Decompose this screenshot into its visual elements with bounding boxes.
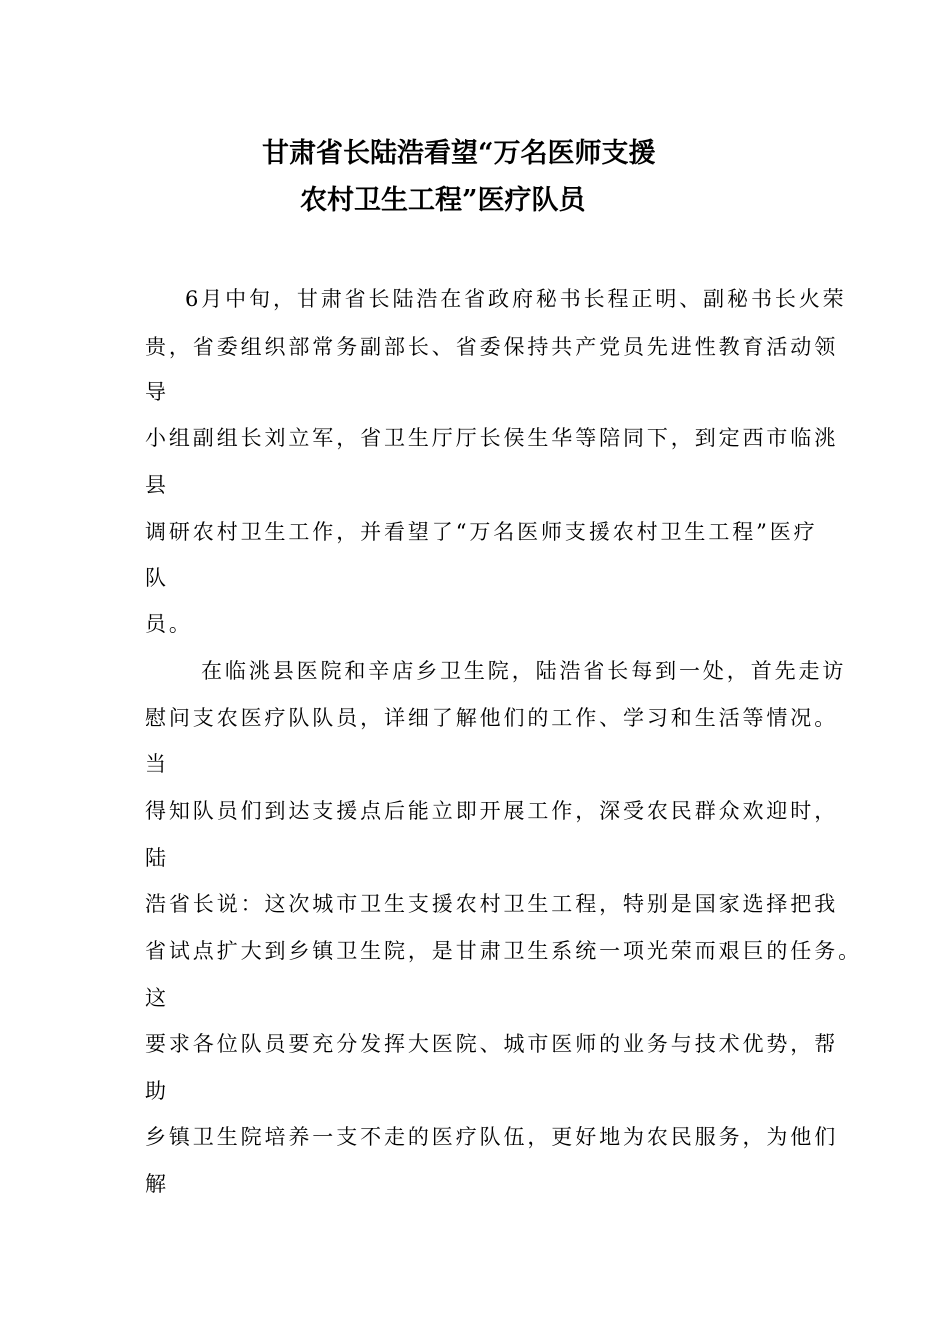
body-line: 队 (145, 566, 169, 590)
body-line: 员。 (145, 612, 193, 636)
body-line: 陆 (145, 846, 169, 870)
body-line: 调研农村卫生工作，并看望了“万名医师支援农村卫生工程”医疗 (145, 520, 818, 544)
body-line: 6月中旬，甘肃省长陆浩在省政府秘书长程正明、副秘书长火荣 (185, 287, 847, 311)
body-line: 贵，省委组织部常务副部长、省委保持共产党员先进性教育活动领 (145, 335, 839, 359)
body-line: 县 (145, 473, 169, 497)
body-line: 乡镇卫生院培养一支不走的医疗队伍，更好地为农民服务，为他们 (145, 1125, 839, 1149)
body-line: 当 (145, 752, 169, 776)
body-line: 在临洮县医院和辛店乡卫生院，陆浩省长每到一处，首先走访 (201, 659, 847, 683)
body-line: 浩省长说：这次城市卫生支援农村卫生工程，特别是国家选择把我 (145, 892, 839, 916)
body-line: 得知队员们到达支援点后能立即开展工作，深受农民群众欢迎时， (145, 799, 839, 823)
body-line: 导 (145, 380, 169, 404)
body-line: 慰问支农医疗队队员，详细了解他们的工作、学习和生活等情况。 (145, 706, 839, 730)
body-line: 小组副组长刘立军，省卫生厅厅长侯生华等陪同下，到定西市临洮 (145, 426, 839, 450)
document-title-line-2: 农村卫生工程”医疗队员 (300, 185, 586, 216)
document-title-line-1: 甘肃省长陆浩看望“万名医师支援 (262, 138, 656, 169)
body-line: 要求各位队员要充分发挥大医院、城市医师的业务与技术优势，帮 (145, 1032, 839, 1056)
body-line: 省试点扩大到乡镇卫生院，是甘肃卫生系统一项光荣而艰巨的任务。 (145, 939, 862, 963)
body-line: 这 (145, 986, 169, 1010)
body-line: 解 (145, 1172, 169, 1196)
body-line: 助 (145, 1079, 169, 1103)
